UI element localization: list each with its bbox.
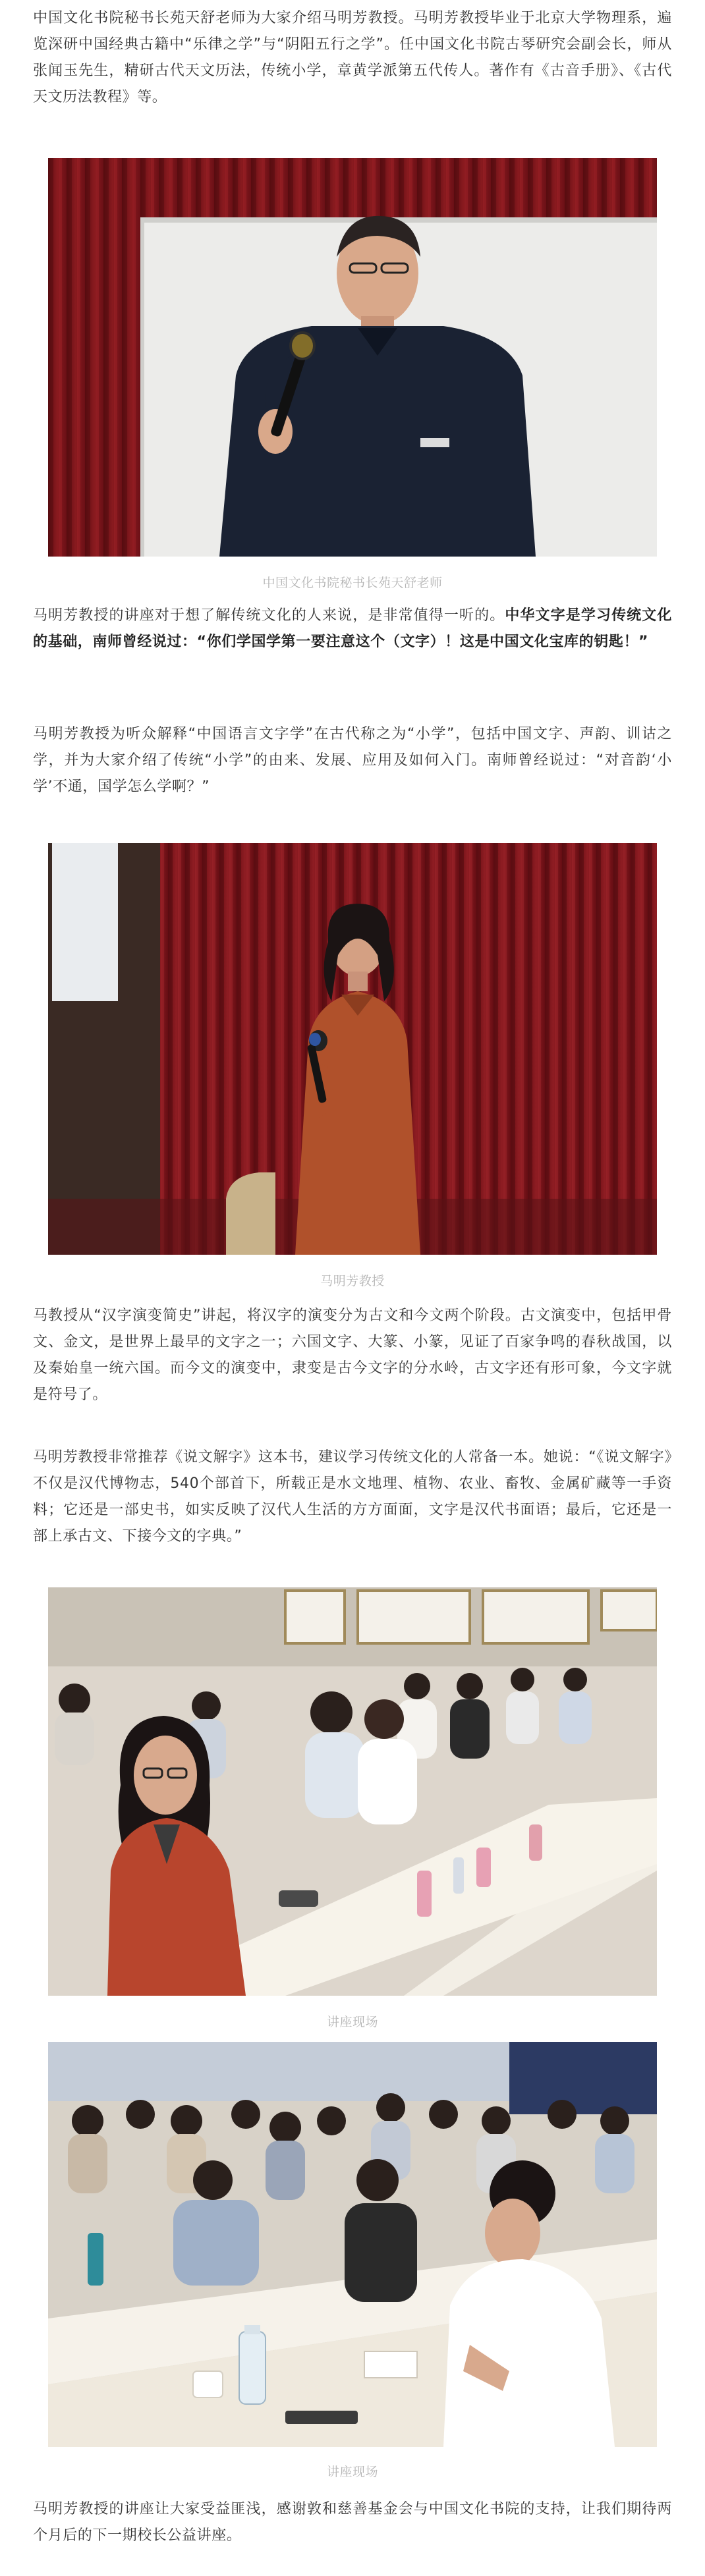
paragraph-bold-quote: 中华文字是学习传统文化的基础，南师曾经说过：“你们学国学第一要注意这个（文字）！这是中国文化宝库的钥匙！” <box>33 607 672 650</box>
photo-caption: 马明芳教授 <box>320 1274 385 1288</box>
photo-caption: 中国文化书院秘书长苑天舒老师 <box>262 576 443 590</box>
photo-lecture-scene-1 <box>48 1587 657 1996</box>
paragraph-plain-text: 马明芳教授的讲座对于想了解传统文化的人来说，是非常值得一听的。 <box>33 607 505 624</box>
closing-paragraph: 马明芳教授的讲座让大家受益匪浅，感谢敦和慈善基金会与中国文化书院的支持，让我们期待两个月后的下一期校长公益讲座。 <box>33 2501 672 2544</box>
photo-caption: 讲座现场 <box>326 2465 378 2479</box>
photo-lecture-scene-2 <box>48 2042 657 2447</box>
paragraph-evolution: 马教授从“汉字演变简史”讲起，将汉字的演变分为古文和今文两个阶段。古文演变中，包括甲骨文、金文，是世界上最早的文字之一；六国文字、大篆、小篆，见证了百家争鸣的春秋战国，以及秦始皇一统六国。而今文的演变中，隶变是古今文字的分水岭，古文字还有形可象，今文字就是符号了。 <box>33 1307 672 1403</box>
photo-caption: 讲座现场 <box>326 2015 378 2029</box>
paragraph-shuowen: 马明芳教授非常推荐《说文解字》这本书，建议学习传统文化的人常备一本。她说：“《说文解字》不仅是汉代博物志，540个部首下，所载正是水文地理、植物、农业、畜牧、金属矿藏等一手资料；它还是一部史书，如实反映了汉代人生活的方方面面，文字是汉代书面语；最后，它还是一部上承古文、下接今文的字典。” <box>33 1449 672 1545</box>
paragraph-highlight <box>33 603 672 655</box>
intro-paragraph: 中国文化书院秘书长苑天舒老师为大家介绍马明芳教授。马明芳教授毕业于北京大学物理系，遍览深研中国经典古籍中“乐律之学”与“阴阳五行之学”。任中国文化书院古琴研究会副会长，师从张闻玉先生，精研古代天文历法，传统小学，章黄学派第五代传人。著作有《古音手册》、《古代天文历法教程》等。 <box>33 10 672 105</box>
photo-professor-ma <box>48 843 657 1255</box>
paragraph-xiaoxue: 马明芳教授为听众解释“中国语言文字学”在古代称之为“小学”，包括中国文字、声韵、训诂之学，并为大家介绍了传统“小学”的由来、发展、应用及如何入门。南师曾经说过：“对音韵‘小学’不通，国学怎么学啊？” <box>33 726 672 795</box>
photo-secretary-general <box>48 158 657 557</box>
